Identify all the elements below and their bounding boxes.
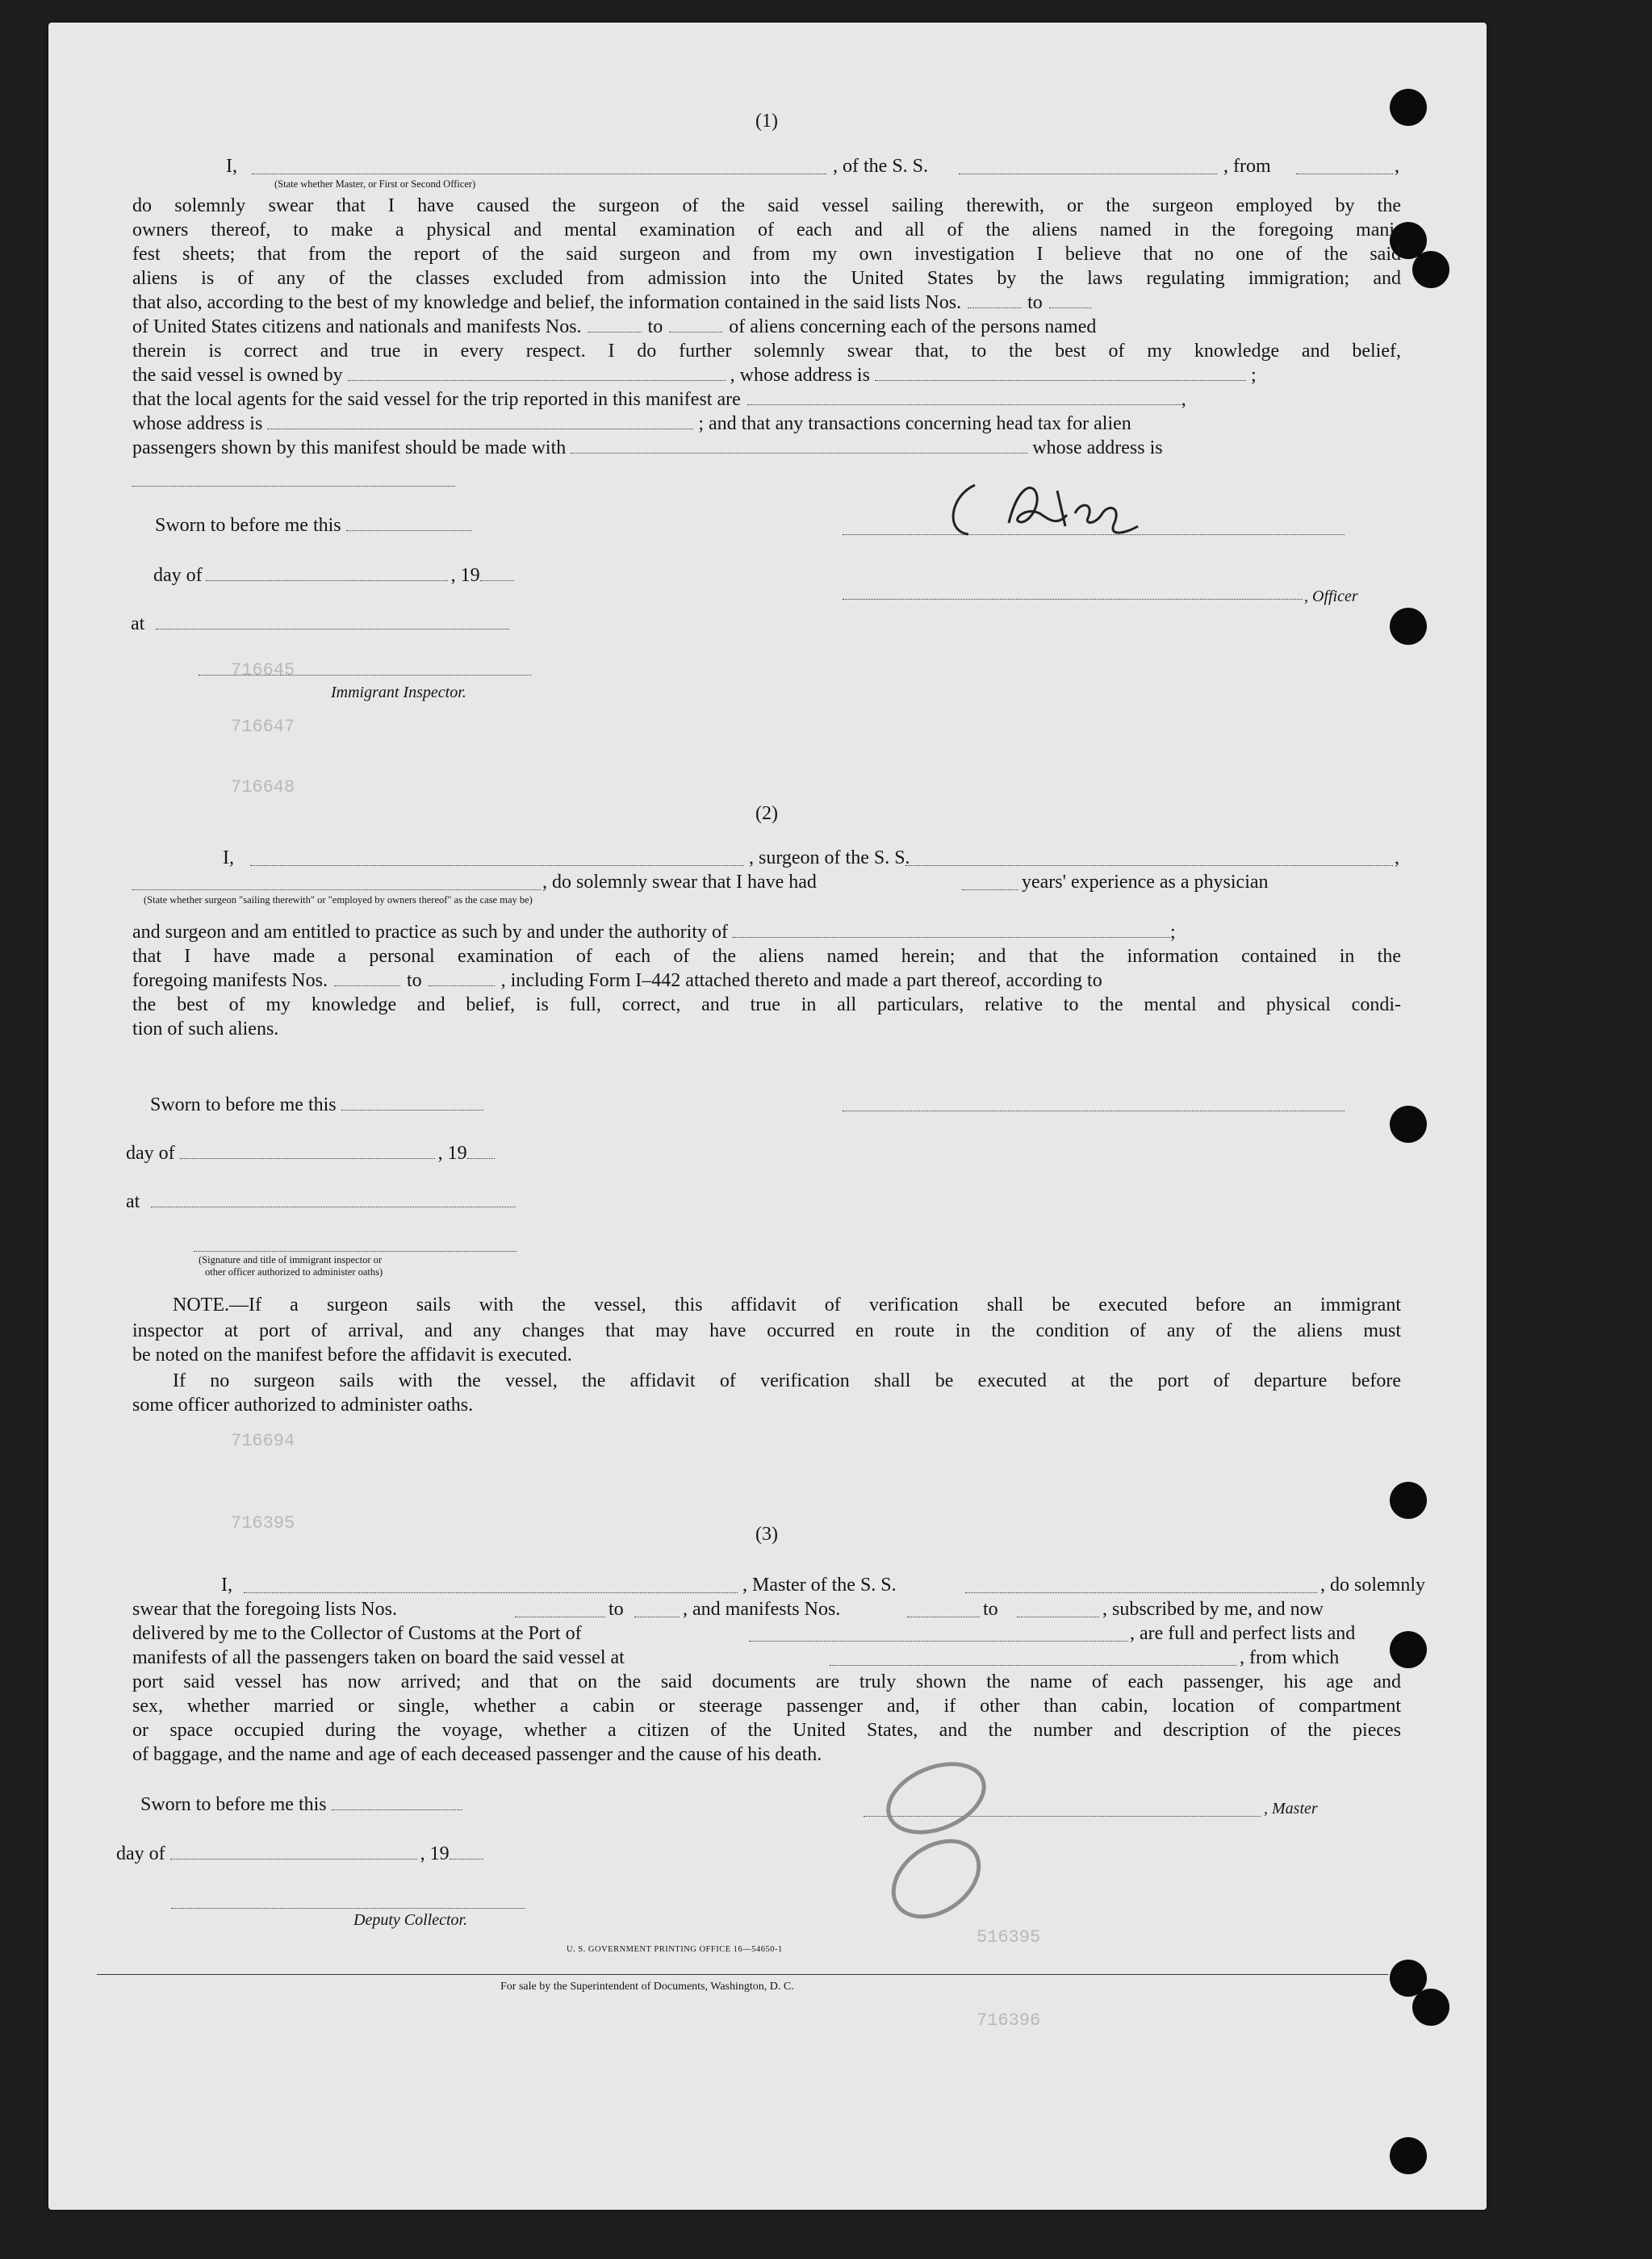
master-label: , Master [1264, 1800, 1318, 1818]
s1-line-11: whose address is ; and that any transactions concerning head tax for alien [132, 413, 1131, 434]
binder-hole [1390, 1631, 1427, 1668]
s3-line-6: sex, whether married or single, whether a cabin or steerage passenger and, if other than cabin, location of compartment [132, 1696, 1401, 1717]
officer-signature [936, 457, 1170, 546]
s1-line-4: fest sheets; that from the report of the said surgeon and from my own investigation I believe that no one of the said [132, 244, 1401, 265]
note-line-4: If no surgeon sails with the vessel, the affidavit of verification shall be executed at the port of departure before [173, 1370, 1401, 1391]
binder-hole [1412, 251, 1449, 288]
s1-line-12: passengers shown by this manifest should be made with whose address is [132, 437, 1163, 458]
officer-label: , Officer [1304, 588, 1358, 605]
s1-line-10: that the local agents for the said vessel for the trip reported in this manifest are , [132, 389, 1186, 410]
s1-line-3: owners thereof, to make a physical and mental examination of each and all of the aliens named in the foregoing mani- [132, 220, 1401, 241]
s3-sworn: Sworn to before me this [140, 1793, 462, 1817]
s1-line-7: of United States citizens and nationals and manifests Nos. to of aliens concerning each of the persons named [132, 316, 1097, 337]
s3-line-8: of baggage, and the name and age of each deceased passenger and the cause of his death. [132, 1744, 822, 1765]
section-1-number: (1) [755, 111, 778, 132]
deputy-collector-label: Deputy Collector. [353, 1911, 468, 1929]
s1-at: at [131, 612, 509, 636]
s1-caption-officer: (State whether Master, or First or Second Officer) [274, 178, 476, 190]
s1-line-5: aliens is of any of the classes excluded from admission into the United States by the laws regulating immigration; and [132, 268, 1401, 289]
ghost-number: 516395 [977, 1927, 1041, 1947]
binder-hole [1390, 1106, 1427, 1143]
s2-caption-signature-2: other officer authorized to administer oaths) [205, 1266, 383, 1278]
s2-at: at [126, 1190, 516, 1214]
binder-hole [1390, 608, 1427, 645]
s1-day: day of , 19 [153, 563, 514, 588]
s1-line-9: the said vessel is owned by , whose address is ; [132, 365, 1257, 386]
ghost-number: 716694 [231, 1431, 295, 1451]
ghost-number: 716395 [231, 1513, 295, 1533]
sale-notice: For sale by the Superintendent of Documents, Washington, D. C. [500, 1981, 794, 1993]
binder-hole [1390, 2137, 1427, 2174]
s3-line-5: port said vessel has now arrived; and that on the said documents are truly shown the name of each passenger, his age and [132, 1671, 1401, 1692]
s2-line-7: tion of such aliens. [132, 1019, 279, 1040]
s3-day: day of , 19 [116, 1842, 483, 1866]
note-line-5: some officer authorized to administer oaths. [132, 1395, 474, 1416]
s1-line-2: do solemnly swear that I have caused the surgeon of the said vessel sailing therewith, or the surgeon employed by the [132, 195, 1401, 216]
note-line-3: be noted on the manifest before the affidavit is executed. [132, 1345, 572, 1366]
ghost-number: 716647 [231, 717, 295, 737]
s1-line-8: therein is correct and true in every respect. I do further solemnly swear that, to the best of my knowledge and belief, [132, 341, 1401, 362]
s3-line-7: or space occupied during the voyage, whether a citizen of the United States, and the number and description of the pieces [132, 1720, 1401, 1741]
immigrant-inspector-label: Immigrant Inspector. [331, 684, 466, 701]
s2-line-3: and surgeon and am entitled to practice as such by and under the authority of ; [132, 922, 1176, 943]
s2-sworn: Sworn to before me this [150, 1093, 483, 1117]
note-line-1: NOTE.—If a surgeon sails with the vessel, this affidavit of verification shall be executed before an immigrant [173, 1295, 1401, 1316]
manifest-page: 716645 716647 716648 716694 716395 516395 716396 (1) I, , of the S. S. , from , (State whether Master, or First or Second Officer) do solemnly swear that I have caused the surgeon of the said vessel sailing therewith, or the surgeon employed by the owners thereof, to make a physical and mental examination of each and all of the aliens named in the foregoing mani- fest sheets; that from the report of the said surgeon and from my own investigation I believe that no one of the said aliens is of any of the classes excluded from admission into the United States by the laws regulating immigration; and that also, according to the best of my knowledge and belief, the information contained in the said lists Nos. to of United States citizens and nationals and manifests Nos. to of aliens concerning each of the persons named therein is correct and true in every respect. I do further solemnly swear that, to the best of my knowledge and belief, the said vessel is owned by , whose address is ; that the local agents for the said vessel for the trip reported in this manifest are , whose address is ; and that any transactions concerning head tax for alien passengers shown by this manifest should be made with whose address is , Officer Sworn to before me this day of , 19 at Immigrant Inspector. (2) I, , surgeon of the S. S. , , do solemnly swear that I have had years' experience as a physician (State whether surgeon "sailing therewith" or "employed by owners thereof" as the case may be) and surgeon and am entitled to practice as such by and under the authority of ; that I have made a personal examination of each of the aliens named herein; and that the information contained in the foregoing manifests Nos. to , including Form I–442 attached thereto and made a part thereof, according to the best of my knowledge and belief, is full, correct, and true in all particulars, relative to the mental and physical condi- tion of such aliens. Sworn to before me this day of , 19 at (Signature and title of immigrant inspector or other officer authorized to administer oaths) NOTE.—If a surgeon sails with the vessel, this affidavit of verification shall be executed before an immigrant inspector at port of arrival, and any changes that may have occurred en route in the condition of any of the aliens must be noted on the manifest before the affidavit is executed. If no surgeon sails with the vessel, the affidavit of verification shall be executed at the port of departure before some officer authorized to administer oaths. (3) I, , Master of the S. S. , do solemnly swear that the foregoing lists Nos. to , and manifests Nos. to , subscribed by me, and now delivered by me to the Collector of Customs at the Port of , are full and perfect lists and manifests of all the passengers taken on board the said vessel at , from which port said vessel has now arrived; and that on the said documents are truly shown the name of each passenger, his age and sex, whether married or single, whether a cabin or steerage passenger and, if other than cabin, location of compartment or space occupied during the voyage, whether a citizen of the United States, and the number and description of the pieces of baggage, and the name and age of each deceased passenger and the cause of his death. Sworn to before me this , Master day of , 19 Deputy Collector. U. S. GOVERNMENT PRINTING OFFICE 16—54650-1 For sale by the Superintendent of Documents, Washington, D. C. [48, 23, 1487, 2210]
s2-caption-signature-1: (Signature and title of immigrant inspector or [199, 1254, 383, 1265]
ghost-number: 716648 [231, 777, 295, 797]
ghost-number: 716645 [231, 660, 295, 680]
s2-line-4: that I have made a personal examination of each of the aliens named herein; and that the information contained in the [132, 946, 1401, 967]
s2-line-6: the best of my knowledge and belief, is full, correct, and true in all particulars, relative to the mental and physical condi- [132, 994, 1401, 1015]
binder-hole [1390, 1482, 1427, 1519]
ghost-number: 716396 [977, 2010, 1041, 2031]
s2-day: day of , 19 [126, 1141, 495, 1165]
section-2-number: (2) [755, 803, 778, 824]
s2-caption-surgeon: (State whether surgeon "sailing therewith" or "employed by owners thereof" as the case may be) [144, 894, 533, 906]
s1-sworn: Sworn to before me this [155, 513, 472, 538]
s2-line-5: foregoing manifests Nos. to , including Form I–442 attached thereto and made a part thereof, according to [132, 970, 1102, 991]
binder-hole [1412, 1989, 1449, 2026]
stamped-00-mark [855, 1758, 1017, 1927]
section-3-number: (3) [755, 1524, 778, 1545]
note-line-2: inspector at port of arrival, and any changes that may have occurred en route in the condition of any of the aliens must [132, 1320, 1401, 1341]
s1-line-6: that also, according to the best of my knowledge and belief, the information contained in the said lists Nos. to [132, 291, 1401, 315]
printing-office-imprint: U. S. GOVERNMENT PRINTING OFFICE 16—54650-1 [567, 1945, 783, 1954]
